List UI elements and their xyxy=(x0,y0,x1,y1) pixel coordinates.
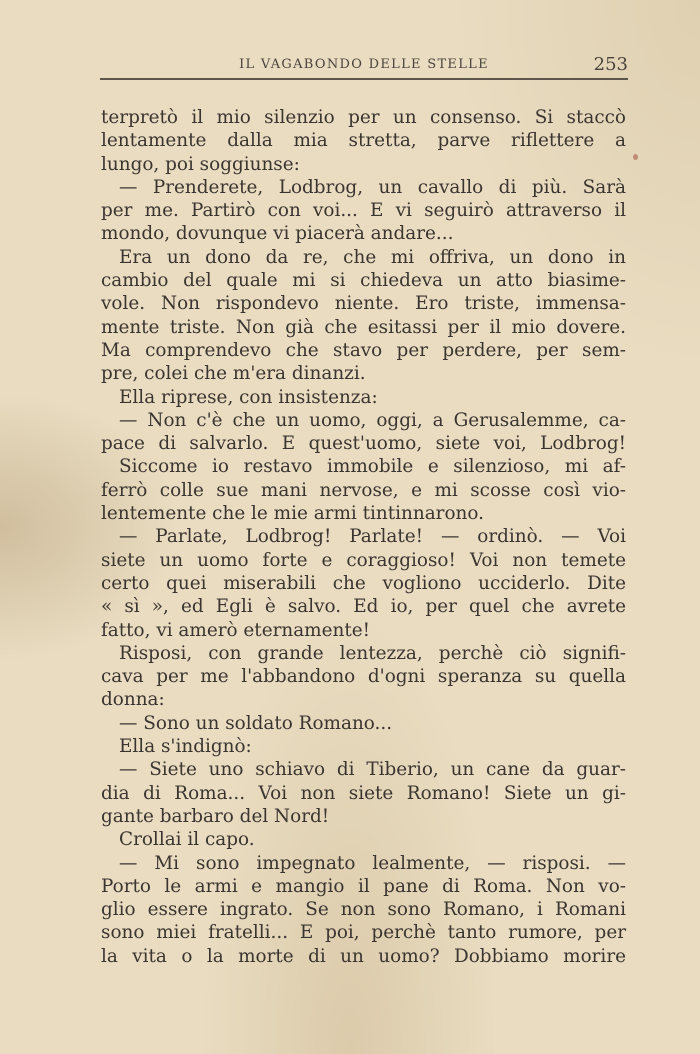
text-line: vole. Non rispondevo niente. Ero triste, immensa- xyxy=(101,293,626,315)
text-line: pace di salvarlo. E quest'uomo, siete voi, Lodbrog! xyxy=(101,433,626,455)
text-line: cava per me l'abbandono d'ogni speranza su quella xyxy=(101,666,626,688)
text-line: — Mi sono impegnato lealmente, — risposi. — xyxy=(119,852,626,874)
text-line: — Prenderete, Lodbrog, un cavallo di più. Sarà xyxy=(119,176,626,198)
text-line: gante barbaro del Nord! xyxy=(101,805,330,827)
text-line: terpretò il mio silenzio per un consenso. Si staccò xyxy=(101,107,626,128)
body-text xyxy=(101,106,626,968)
running-title: IL VAGABONDO DELLE STELLE xyxy=(239,57,489,72)
text-line: siete un uomo forte e coraggioso! Voi non temete xyxy=(101,549,626,571)
text-line: cambio del quale mi si chiedeva un atto biasime- xyxy=(101,270,626,292)
text-line: certo quei miserabili che vogliono ucciderlo. Dite xyxy=(101,572,626,594)
text-line: Siccome io restavo immobile e silenzioso, mi af- xyxy=(119,456,626,478)
text-line: Ella riprese, con insistenza: xyxy=(119,386,378,408)
text-line: dia di Roma... Voi non siete Romano! Siete un gi- xyxy=(101,782,626,804)
text-line: glio essere ingrato. Se non sono Romano, i Romani xyxy=(101,899,626,921)
ink-speck xyxy=(633,154,638,160)
text-line: — Siete uno schiavo di Tiberio, un cane da guar- xyxy=(119,759,626,781)
text-line: donna: xyxy=(101,689,165,711)
text-line: lungo, poi soggiunse: xyxy=(101,153,300,175)
text-line: mente triste. Non già che esitassi per il mio dovere. xyxy=(101,316,626,338)
text-line: per me. Partirò con voi... E vi seguirò attraverso il xyxy=(101,200,626,222)
text-line: lentemente che le mie armi tintinnarono. xyxy=(101,503,484,525)
text-line: pre, colei che m'era dinanzi. xyxy=(101,363,366,385)
text-line: fatto, vi amerò eternamente! xyxy=(101,619,371,641)
page-number: 253 xyxy=(593,54,628,75)
running-header xyxy=(100,54,628,80)
text-line: Ella s'indignò: xyxy=(119,736,252,758)
text-line: lentamente dalla mia stretta, parve riflettere a xyxy=(101,130,626,152)
text-line: — Sono un soldato Romano... xyxy=(119,712,393,734)
text-line: Risposi, con grande lentezza, perchè ciò signifi- xyxy=(119,642,626,664)
text-line: — Non c'è che un uomo, oggi, a Gerusalemme, ca- xyxy=(119,409,626,431)
text-line: Crollai il capo. xyxy=(119,829,255,851)
text-line: ferrò colle sue mani nervose, e mi scosse così vio- xyxy=(101,479,626,501)
text-line: — Parlate, Lodbrog! Parlate! — ordinò. — Voi xyxy=(119,526,626,548)
text-line: mondo, dovunque vi piacerà andare... xyxy=(101,223,454,245)
text-line: « sì », ed Egli è salvo. Ed io, per quel che avrete xyxy=(101,596,626,618)
text-line: la vita o la morte di un uomo? Dobbiamo morire xyxy=(101,945,626,967)
text-line: Era un dono da re, che mi offriva, un dono in xyxy=(119,246,626,268)
text-line: Porto le armi e mangio il pane di Roma. Non vo- xyxy=(101,875,626,897)
text-line: Ma comprendevo che stavo per perdere, per sem- xyxy=(101,339,626,361)
text-line: sono miei fratelli... E poi, perchè tanto rumore, per xyxy=(101,922,626,944)
